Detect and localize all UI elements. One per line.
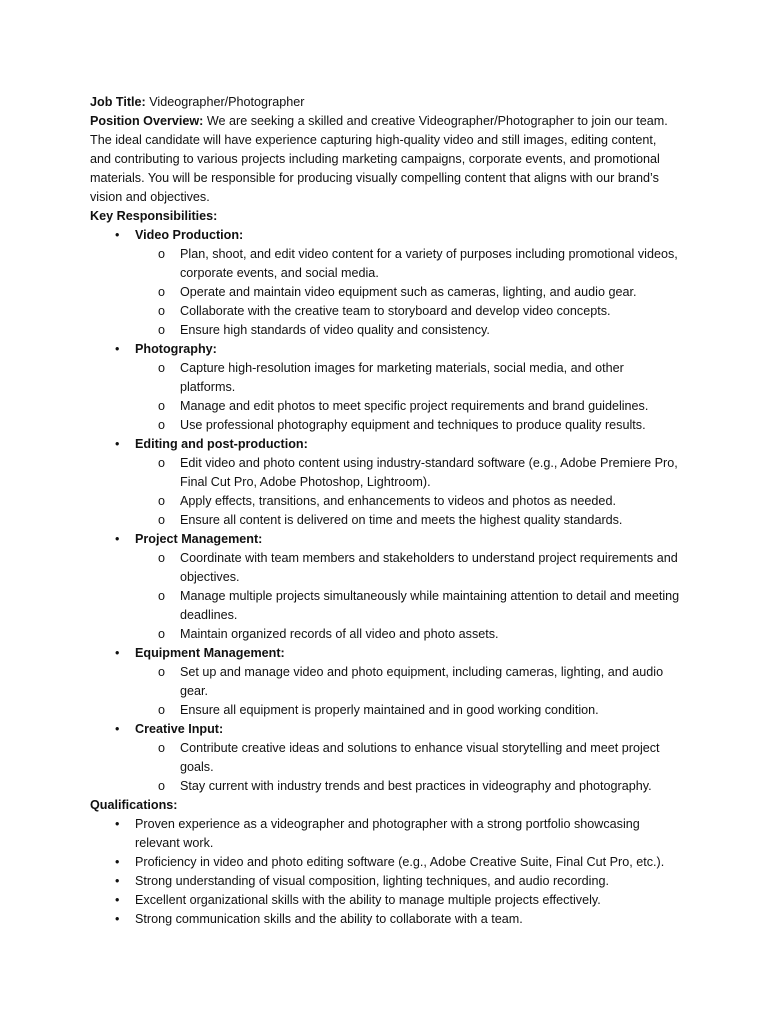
list-item: • Proven experience as a videographer and photographer with a strong portfolio showcasing relevant work. — [135, 815, 680, 853]
list-item: o Ensure all equipment is properly maintained and in good working condition. — [180, 701, 680, 720]
list-item: o Use professional photography equipment and techniques to produce quality results. — [180, 416, 680, 435]
list-item: o Ensure all content is delivered on time and meets the highest quality standards. — [180, 511, 680, 530]
list-item: o Maintain organized records of all video and photo assets. — [180, 625, 680, 644]
section-project-management — [135, 530, 680, 644]
list-item: • Strong understanding of visual composition, lighting techniques, and audio recording. — [135, 872, 680, 891]
section-items — [135, 245, 680, 340]
list-item: o Manage multiple projects simultaneously while maintaining attention to detail and meeting deadlines. — [180, 587, 680, 625]
list-item: o Edit video and photo content using industry-standard software (e.g., Adobe Premiere Pro, Final Cut Pro, Adobe Photoshop, Lightroom). — [180, 454, 680, 492]
list-item: o Contribute creative ideas and solutions to enhance visual storytelling and meet project goals. — [180, 739, 680, 777]
list-item: • Excellent organizational skills with the ability to manage multiple projects effectively. — [135, 891, 680, 910]
section-title: • Creative Input: — [135, 722, 224, 736]
section-title: • Editing and post-production: — [135, 437, 308, 451]
list-item: o Collaborate with the creative team to storyboard and develop video concepts. — [180, 302, 680, 321]
position-overview — [90, 112, 680, 207]
overview-text: We are seeking a skilled and creative Videographer/Photographer to join our team. The ideal candidate will have experience capturing high-quality video and still images, editing content, and contributing to various projects including marketing campaigns, corporate events, and promotional materials. You will be responsible for producing visually compelling content that aligns with our brand’s vision and objectives. — [90, 114, 668, 204]
list-item: o Plan, shoot, and edit video content for a variety of purposes including promotional videos, corporate events, and social media. — [180, 245, 680, 283]
section-items — [135, 549, 680, 644]
section-items — [135, 739, 680, 796]
list-item: o Stay current with industry trends and best practices in videography and photography. — [180, 777, 680, 796]
list-item: o Set up and manage video and photo equipment, including cameras, lighting, and audio gear. — [180, 663, 680, 701]
section-items — [135, 663, 680, 720]
list-item: o Operate and maintain video equipment such as cameras, lighting, and audio gear. — [180, 283, 680, 302]
list-item: o Apply effects, transitions, and enhancements to videos and photos as needed. — [180, 492, 680, 511]
responsibilities-list — [90, 226, 680, 796]
list-item: o Coordinate with team members and stakeholders to understand project requirements and objectives. — [180, 549, 680, 587]
section-items — [135, 454, 680, 530]
qualifications-heading: Qualifications: — [90, 798, 178, 812]
section-title: • Video Production: — [135, 228, 244, 242]
job-title-value: Videographer/Photographer — [149, 95, 305, 109]
key-responsibilities-heading: Key Responsibilities: — [90, 209, 218, 223]
overview-label: Position Overview: — [90, 114, 204, 128]
list-item: • Strong communication skills and the ability to collaborate with a team. — [135, 910, 680, 929]
section-items — [135, 359, 680, 435]
job-title-label: Job Title: — [90, 95, 146, 109]
section-editing-post-production — [135, 435, 680, 530]
section-photography — [135, 340, 680, 435]
section-title: • Equipment Management: — [135, 646, 285, 660]
section-equipment-management — [135, 644, 680, 720]
list-item: o Capture high-resolution images for marketing materials, social media, and other platforms. — [180, 359, 680, 397]
job-title-line — [90, 93, 680, 112]
list-item: • Proficiency in video and photo editing software (e.g., Adobe Creative Suite, Final Cut Pro, etc.). — [135, 853, 680, 872]
document-page — [90, 93, 680, 929]
section-title: • Photography: — [135, 342, 217, 356]
qualifications-list — [90, 815, 680, 929]
section-video-production — [135, 226, 680, 340]
section-title: • Project Management: — [135, 532, 263, 546]
list-item: o Manage and edit photos to meet specific project requirements and brand guidelines. — [180, 397, 680, 416]
list-item: o Ensure high standards of video quality and consistency. — [180, 321, 680, 340]
section-creative-input — [135, 720, 680, 796]
